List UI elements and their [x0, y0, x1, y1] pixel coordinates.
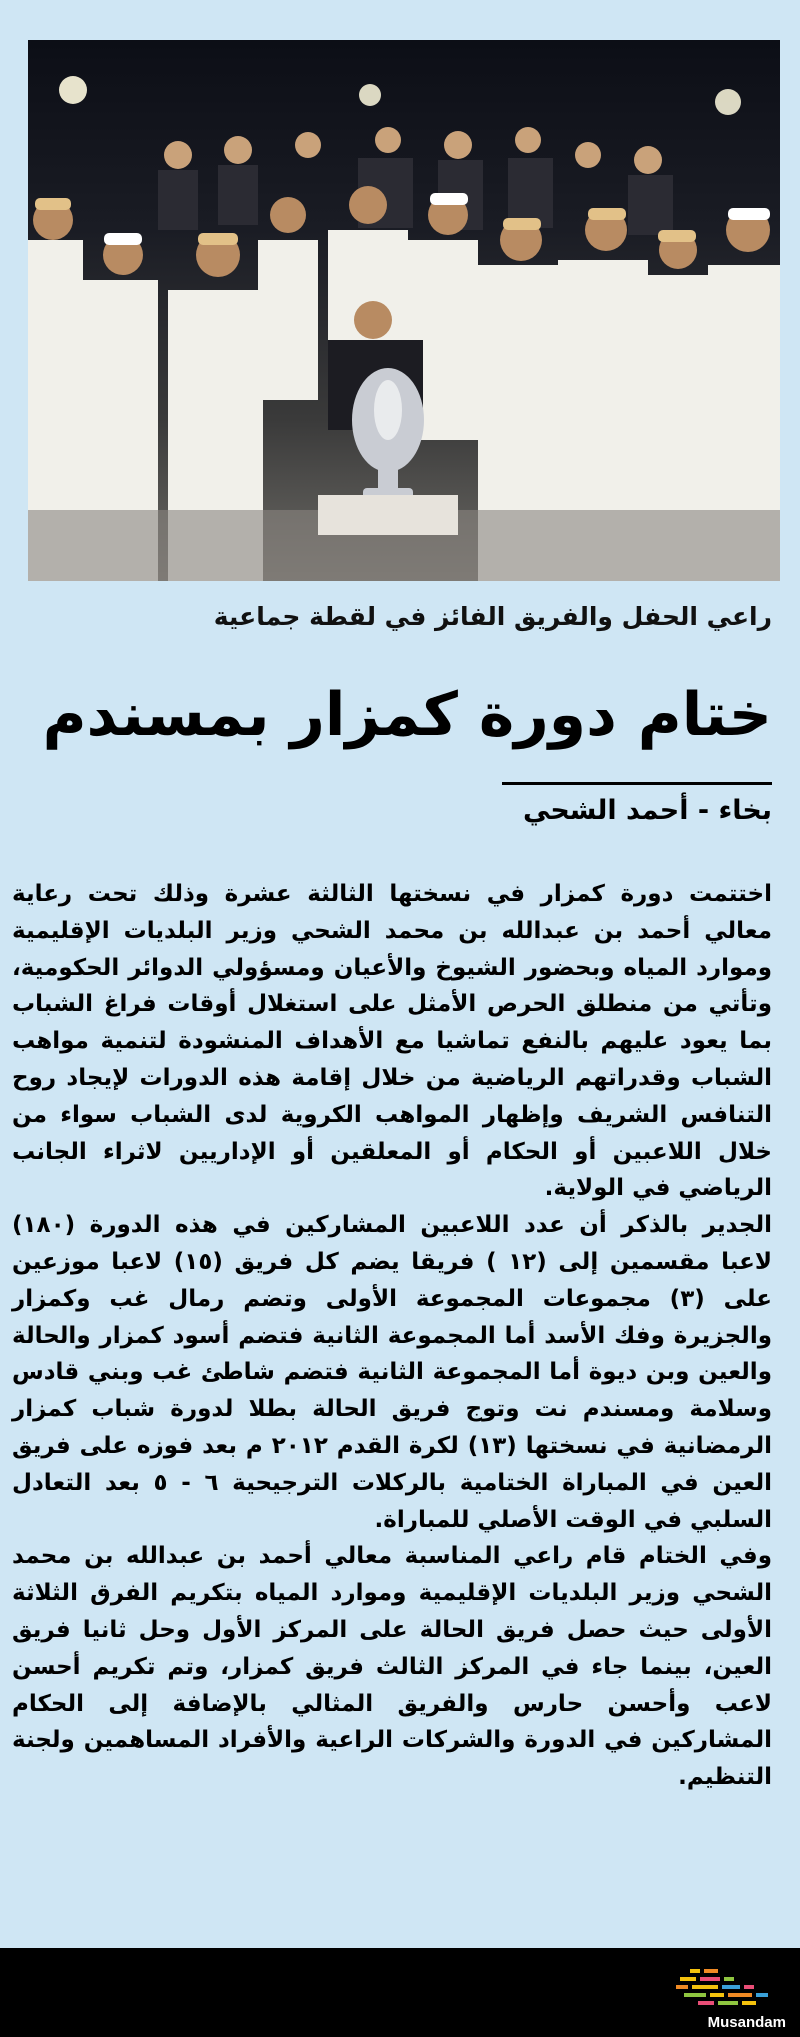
body-paragraph-1: اختتمت دورة كمزار في نسختها الثالثة عشرة وذلك تحت رعاية معالي أحمد بن عبدالله بن محمد الشحي وزير البلديات الإقليمية وموارد المياه وبحضور الشيوخ والأعيان ومسؤولي الدوائر الحكومية، وتأتي من منطلق الحرص الأمثل على استغلال أوقات فراغ الشباب بما يعود عليهم بالنفع تماشيا مع الأهداف المنشودة لتنمية مواهب الشباب وقدراتهم الرياضية من خلال إقامة هذه الدورات لإيجاد روح التنافس الشريف وإظهار المواهب الكروية لدى الشباب سواء من خلال اللاعبين أو الحكام أو المعلقين أو الإداريين لاثراء الجانب الرياضي في الولاية.	[12, 881, 772, 1202]
photo-scene	[28, 40, 780, 581]
news-photo	[28, 40, 780, 581]
article-body	[12, 876, 772, 1796]
body-paragraph-3: وفي الختام قام راعي المناسبة معالي أحمد بن عبدالله بن محمد الشحي وزير البلديات الإقليمية وموارد المياه بتكريم الفرق الثلاثة الأولى حيث حصل فريق الحالة على المركز الأول وحل ثانيا فريق العين، بينما جاء في المركز الثالث فريق كمزار، وتم تكريم أحسن لاعب وأحسن حارس والفريق المثالي بالإضافة إلى الحكام المشاركين في الدورة والشركات الراعية والأفراد المساهمين ولجنة التنظيم.	[12, 1543, 772, 1791]
article-headline: ختام دورة كمزار بمسندم	[42, 680, 772, 750]
body-paragraph-2: الجدير بالذكر أن عدد اللاعبين المشاركين في هذه الدورة (١٨٠) لاعبا مقسمين إلى (١٢ ) فريقا يضم كل فريق (١٥) لاعبا موزعين على (٣) مجموعات المجموعة الأولى وتضم رمال غب وكمزار والجزيرة وفك الأسد أما المجموعة الثانية فتضم أسود كمزار والحالة والعين وبن ديوة أما المجموعة الثانية فتضم شاطئ غب وبني قادس وسلامة ومسندم نت وتوج فريق الحالة بطلا لدورة شباب كمزار الرمضانية في نسختها (١٣) لكرة القدم ٢٠١٢ م بعد فوزه على فريق العين في المباراة الختامية بالركلات الترجيحية ٦ - ٥ بعد التعادل السلبي في الوقت الأصلي للمباراة.	[12, 1212, 773, 1533]
footer-logo-text: Musandam	[707, 2014, 786, 2031]
article-byline: بخاء - أحمد الشحي	[502, 782, 772, 826]
photo-caption: راعي الحفل والفريق الفائز في لقطة جماعية	[213, 602, 772, 631]
page-footer	[0, 1948, 800, 2037]
